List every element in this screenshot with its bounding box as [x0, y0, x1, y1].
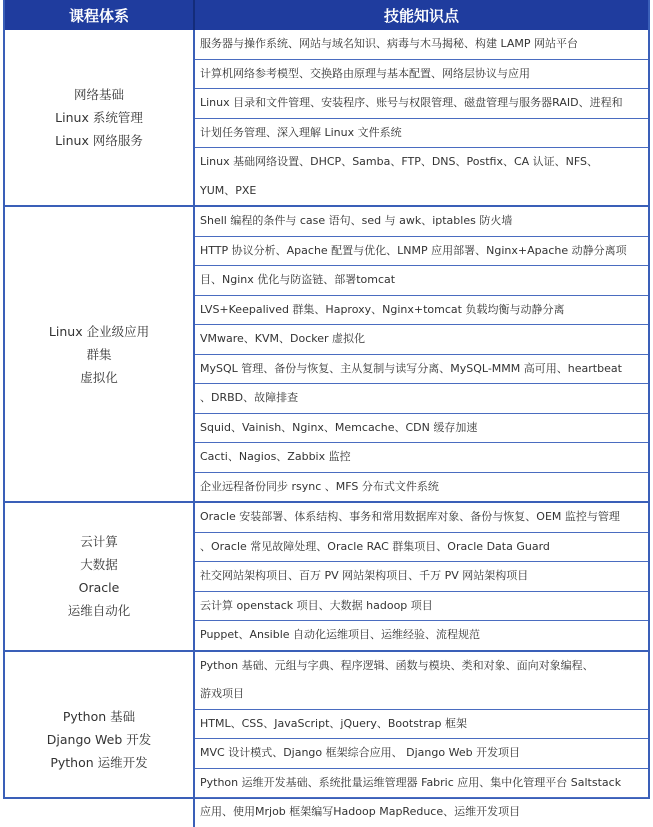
skill-text: 、DRBD、故障排查: [200, 391, 299, 404]
skill-row: [195, 472, 648, 502]
course-category: [5, 30, 195, 205]
skill-text: Linux 基础网络设置、DHCP、Samba、FTP、DNS、Postfix、CA 认证、NFS、: [200, 155, 599, 168]
category-line: 运维自动化: [67, 603, 131, 619]
course-category: [5, 652, 195, 827]
skill-list: [195, 503, 648, 650]
skill-row: [195, 265, 648, 295]
category-line: Python 基础: [62, 708, 136, 724]
skill-text: Shell 编程的条件与 case 语句、sed 与 awk、iptables 防火墙: [200, 214, 513, 227]
skill-text: 计划任务管理、深入理解 Linux 文件系统: [200, 125, 402, 139]
skill-text: 社交网站架构项目、百万 PV 网站架构项目、千万 PV 网站架构项目: [200, 569, 529, 582]
skill-row: [195, 207, 648, 236]
curriculum-table: [3, 0, 650, 818]
category-line: 云计算: [80, 534, 118, 550]
skill-list: [195, 207, 648, 501]
skill-text: YUM、PXE: [200, 183, 257, 197]
skill-text: 目、Nginx 优化与防盗链、部署tomcat: [200, 273, 396, 286]
skill-row: [195, 295, 648, 325]
skill-row: [195, 147, 648, 205]
skill-row: [195, 797, 648, 827]
skill-text: 服务器与操作系统、网站与域名知识、病毒与木马揭秘、构建 LAMP 网站平台: [200, 37, 579, 50]
category-line: Linux 企业级应用: [48, 323, 150, 339]
skill-text: Oracle 安装部署、体系结构、事务和常用数据库对象、备份与恢复、OEM 监控与管理: [200, 510, 620, 523]
skill-text: HTML、CSS、JavaScript、jQuery、Bootstrap 框架: [200, 716, 467, 730]
table-body: [5, 30, 648, 827]
course-category: [5, 503, 195, 650]
skill-row: [195, 354, 648, 384]
course-category: [5, 207, 195, 501]
skill-text: Python 基础、元组与字典、程序逻辑、函数与模块、类和对象、面向对象编程、: [200, 658, 594, 672]
category-line: 群集: [86, 346, 112, 362]
skill-row: [195, 652, 648, 709]
table-header: [5, 0, 648, 30]
category-line: Python 运维开发: [50, 754, 148, 770]
category-line: Linux 系统管理: [55, 110, 143, 125]
skill-row: [195, 59, 648, 89]
course-section: [5, 650, 648, 827]
skill-row: [195, 532, 648, 562]
skill-row: [195, 88, 648, 118]
skill-text: MVC 设计模式、Django 框架综合应用、 Django Web 开发项目: [200, 746, 521, 759]
skill-text: 、Oracle 常见故障处理、Oracle RAC 群集项目、Oracle Data Guard: [200, 539, 550, 553]
skill-text: 计算机网络参考模型、交换路由原理与基本配置、网络层协议与应用: [200, 66, 530, 80]
skill-text: 云计算 openstack 项目、大数据 hadoop 项目: [200, 598, 433, 612]
skill-text: Cacti、Nagios、Zabbix 监控: [200, 450, 351, 463]
skill-row: [195, 561, 648, 591]
skill-text: HTTP 协议分析、Apache 配置与优化、LNMP 应用部署、Nginx+Apache 动静分离项: [200, 243, 627, 257]
course-section: [5, 501, 648, 650]
skill-text: VMware、KVM、Docker 虚拟化: [200, 332, 366, 345]
category-line: 网络基础: [73, 87, 124, 102]
skill-text: Linux 目录和文件管理、安装程序、账号与权限管理、磁盘管理与服务器RAID、进程和: [200, 96, 623, 109]
skill-text: 游戏项目: [200, 687, 244, 700]
skill-row: [195, 620, 648, 650]
skill-row: [195, 236, 648, 266]
header-skills: 技能知识点: [383, 6, 459, 25]
skill-row: [195, 118, 648, 148]
category-line: 大数据: [80, 557, 118, 573]
skill-list: [195, 652, 648, 827]
skill-text: 企业远程备份同步 rsync 、MFS 分布式文件系统: [200, 479, 439, 493]
skill-text: 应用、使用Mrjob 框架编写Hadoop MapReduce、运维开发项目: [200, 805, 521, 818]
skill-list: [195, 30, 648, 205]
skill-row: [195, 503, 648, 532]
skill-text: LVS+Keepalived 群集、Haproxy、Nginx+tomcat 负载均衡与动静分离: [200, 302, 565, 316]
category-line: 虚拟化: [80, 369, 118, 385]
header-course-system: 课程体系: [5, 0, 195, 30]
category-line: Django Web 开发: [46, 731, 152, 747]
skill-row: [195, 442, 648, 472]
skill-row: [195, 738, 648, 768]
category-line: Linux 网络服务: [55, 133, 143, 148]
skill-row: [195, 591, 648, 621]
skill-row: [195, 709, 648, 739]
course-section: [5, 205, 648, 501]
course-section: [5, 30, 648, 205]
skill-row: [195, 30, 648, 59]
skill-text: MySQL 管理、备份与恢复、主从复制与读写分离、MySQL-MMM 高可用、heartbeat: [200, 361, 622, 375]
skill-row: [195, 324, 648, 354]
skill-text: Squid、Vainish、Nginx、Memcache、CDN 缓存加速: [200, 420, 478, 434]
skill-row: [195, 383, 648, 413]
skill-row: [195, 413, 648, 443]
skill-row: [195, 768, 648, 798]
skill-text: Puppet、Ansible 自动化运维项目、运维经验、流程规范: [200, 628, 481, 641]
skill-text: Python 运维开发基础、系统批量运维管理器 Fabric 应用、集中化管理平台 Saltstack: [200, 775, 622, 789]
category-line: Oracle: [78, 580, 120, 596]
